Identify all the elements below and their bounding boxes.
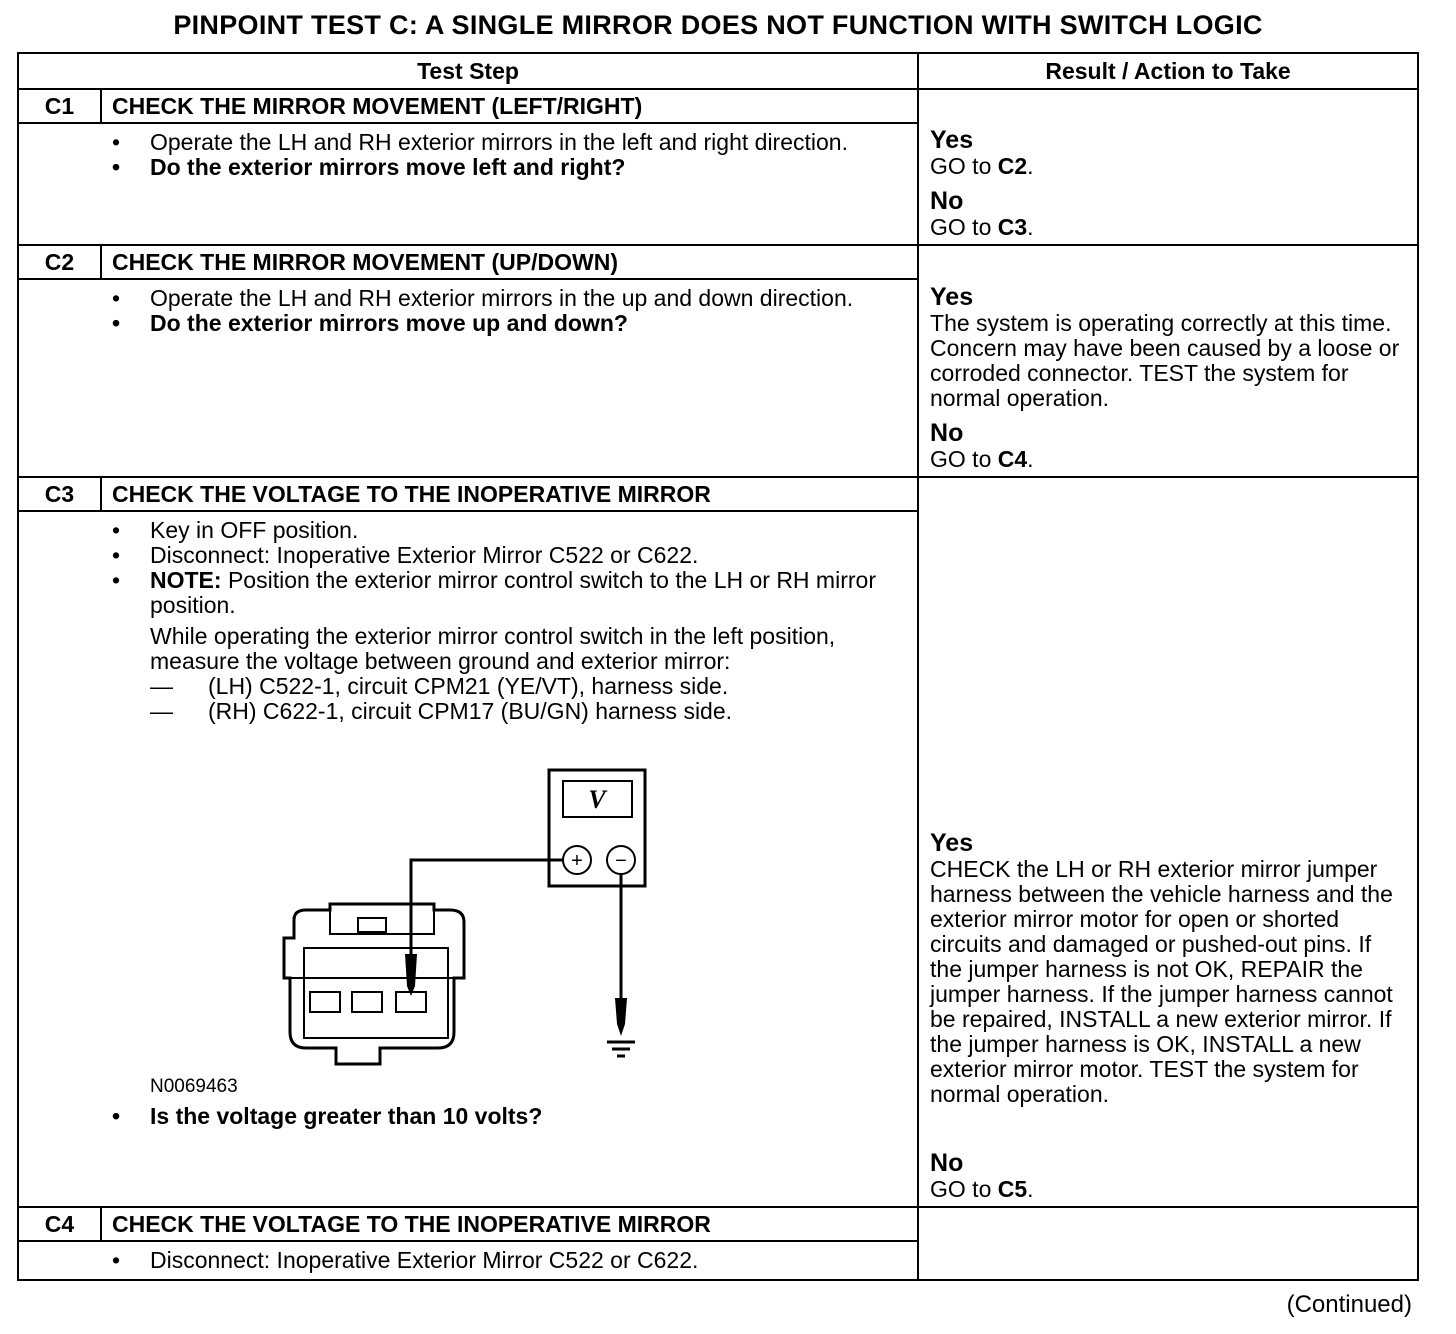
- voltmeter-diagram-svg: [18, 724, 918, 1104]
- step-c3-question: [18, 1104, 917, 1129]
- connector-pin-cavity: [352, 992, 382, 1012]
- no-label: No: [930, 187, 964, 215]
- no-label: No: [930, 1149, 964, 1177]
- step-c3-result: [918, 477, 1418, 1207]
- bullet-question: • Do the exterior mirrors move up and down?: [18, 311, 917, 336]
- note-label: NOTE:: [150, 567, 222, 593]
- no-action: GO to C4.: [930, 446, 1034, 472]
- negative-probe-tip: [615, 998, 627, 1036]
- no-label: No: [930, 419, 964, 447]
- step-id: C4: [18, 1207, 101, 1241]
- header-row: [18, 53, 1418, 89]
- step-heading: CHECK THE VOLTAGE TO THE INOPERATIVE MIRROR: [101, 1207, 918, 1241]
- step-c1-result: [918, 89, 1418, 245]
- step-c1-bullets: [18, 130, 917, 180]
- result-header: Result / Action to Take: [918, 53, 1418, 89]
- step-id: C3: [18, 477, 101, 511]
- step-c4-result: [918, 1207, 1418, 1280]
- yes-text: CHECK the LH or RH exterior mirror jumper harness between the vehicle harness and the exterior mirror motor for open or shorted circuits and damaged or pushed-out pins. If the jumper harness is not OK, REPAIR the jumper harness. If the jumper harness cannot be repaired, INSTALL a new exterior mirror. If the jumper harness is OK, INSTALL a new exterior mirror motor. TEST the system for normal operation.: [930, 856, 1393, 1107]
- step-c3-bullets: [18, 518, 917, 618]
- bullet-item: • Operate the LH and RH exterior mirrors in the up and down direction.: [18, 286, 917, 311]
- step-c1-heading-row: [18, 89, 1418, 123]
- connector-latch-tab: [358, 918, 386, 932]
- bullet-note: [18, 568, 917, 618]
- step-id: C1: [18, 89, 101, 123]
- yes-label: Yes: [930, 283, 974, 311]
- step-c2-bullets: [18, 286, 917, 336]
- note-text: Position the exterior mirror control switch to the LH or RH mirror position.: [150, 567, 876, 618]
- step-heading: CHECK THE MIRROR MOVEMENT (UP/DOWN): [101, 245, 918, 279]
- connector-housing: [284, 904, 464, 1064]
- bullet-item: • Disconnect: Inoperative Exterior Mirror C522 or C622.: [18, 543, 917, 568]
- step-c2-heading-row: [18, 245, 1418, 279]
- no-action: GO to C5.: [930, 1176, 1034, 1202]
- bullet-item: • Operate the LH and RH exterior mirrors in the left and right direction.: [18, 130, 917, 155]
- voltmeter-v-symbol: V: [588, 785, 606, 814]
- connector-pin-cavity: [310, 992, 340, 1012]
- no-target: C5: [997, 1176, 1028, 1202]
- positive-probe-tip: [405, 954, 417, 996]
- step-c2-result: [918, 245, 1418, 477]
- minus-symbol: −: [615, 850, 627, 872]
- yes-label: Yes: [930, 829, 974, 857]
- page-title: PINPOINT TEST C: A SINGLE MIRROR DOES NOT FUNCTION WITH SWITCH LOGIC: [173, 10, 1263, 40]
- step-c3-heading-row: [18, 477, 1418, 511]
- plus-symbol: +: [571, 850, 583, 872]
- voltmeter-diagram: [18, 724, 917, 1104]
- continued-label: (Continued): [1286, 1291, 1412, 1318]
- no-target: C3: [997, 214, 1028, 240]
- no-action: GO to C3.: [930, 214, 1034, 240]
- dash-item: — (RH) C622-1, circuit CPM17 (BU/GN) harness side.: [150, 698, 733, 724]
- bullet-question: • Do the exterior mirrors move left and right?: [18, 155, 917, 180]
- step-c3-content: [18, 518, 917, 1129]
- yes-label: Yes: [930, 126, 974, 154]
- measure-instruction: While operating the exterior mirror control switch in the left position, measure the voltage between ground and exterior mirror:: [150, 623, 836, 674]
- yes-text: The system is operating correctly at this time. Concern may have been caused by a loose or corroded connector. TEST the system for normal operation.: [930, 310, 1400, 411]
- figure-id: N0069463: [150, 1076, 238, 1097]
- step-heading: CHECK THE VOLTAGE TO THE INOPERATIVE MIRROR: [101, 477, 918, 511]
- yes-target: C2: [997, 153, 1028, 179]
- bullet-question: • Is the voltage greater than 10 volts?: [18, 1104, 917, 1129]
- step-c4-bullets: [18, 1248, 917, 1273]
- step-heading: CHECK THE MIRROR MOVEMENT (LEFT/RIGHT): [101, 89, 918, 123]
- bullet-item: • Key in OFF position.: [18, 518, 917, 543]
- no-target: C4: [997, 446, 1028, 472]
- bullet-item: • Disconnect: Inoperative Exterior Mirror C522 or C622.: [18, 1248, 917, 1273]
- dash-item: — (LH) C522-1, circuit CPM21 (YE/VT), harness side.: [150, 673, 729, 699]
- yes-action: GO to C2.: [930, 153, 1034, 179]
- step-id: C2: [18, 245, 101, 279]
- test-step-header: Test Step: [18, 53, 918, 89]
- pinpoint-test-table: [17, 52, 1419, 1281]
- step-c4-heading-row: [18, 1207, 1418, 1241]
